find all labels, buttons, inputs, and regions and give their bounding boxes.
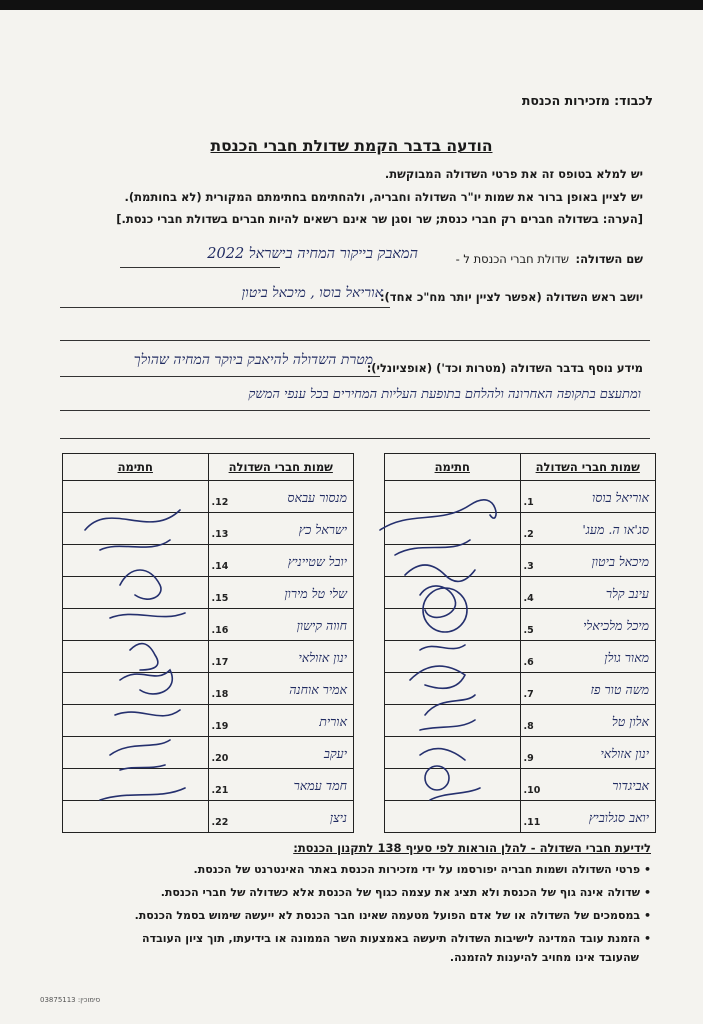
footer-bullet-1: • פרטי השדולה ושמות חבריה יפורסמו על ידי מזכירות הכנסת באתר האינטרנט של הכנסת.: [193, 863, 651, 876]
row-number: 14.: [211, 561, 229, 572]
member-name: ישראל כץ: [298, 522, 347, 537]
row-number: 16.: [211, 625, 229, 636]
member-name: מאור גולן: [604, 650, 649, 665]
row-number: 3.: [523, 561, 534, 572]
form-page: [0, 10, 703, 1024]
member-name: יואב סגלוביץ: [588, 810, 649, 825]
row-number: 20.: [211, 753, 229, 764]
row-number: 2.: [523, 529, 534, 540]
member-name: ינון אזולאי: [600, 746, 649, 761]
member-name: ניצן: [329, 810, 347, 825]
row-number: 8.: [523, 721, 534, 732]
instruction-note: [הערה: בשדולה חברים רק חברי כנסת; שר וסגן שר אינם רשאים להיות חברים בשדולת חברי כנסת.]: [116, 212, 643, 226]
top-black-strip: [0, 0, 703, 10]
row-number: 6.: [523, 657, 534, 668]
additional-info-label: מידע נוסף בדבר השדולה (מטרות וכד') (אופציונלי):: [366, 361, 643, 375]
footer-bullet-text: שדולה אינה גוף של הכנסת ולא תציג את עצמה כגוף של הכנסת אלא כשדולה של חברי הכנסת.: [160, 886, 641, 899]
additional-info-value-1: מטרת השדולה להיאבק ביוקר המחיה שהולך: [133, 352, 373, 368]
row-number: 4.: [523, 593, 534, 604]
chair-label: יושב ראש השדולה (אפשר לציין יותר מח"כ אחד):: [379, 290, 643, 304]
row-number: 9.: [523, 753, 534, 764]
instruction-line-2: יש לציין באופן ברור את שמות יו"ר השדולה וחבריה, ולהחתימם בחתימתם המקורית (לא בחותמת).: [124, 190, 643, 204]
member-name: מיכל מלכיאלי: [583, 618, 649, 633]
member-name: מנסור עבאס: [287, 490, 347, 505]
addressee: לכבוד: מזכירות הכנסת: [521, 93, 653, 108]
footer-bullet-4-continuation: שהעובד אינו מחויב להיענות להזמנה.: [449, 951, 639, 964]
instruction-line-1: יש למלא בטופס זה את פרטי השדולה המבוקשת.: [384, 167, 643, 181]
footer-bullet-text: פרטי השדולה ושמות חבריה יפורסמו על ידי מזכירות הכנסת באתר האינטרנט של הכנסת.: [193, 863, 641, 876]
member-name: משה טור פז: [590, 682, 649, 697]
chair-value: אוריאל בוסו , מיכאל ביטון: [241, 285, 383, 301]
member-name: חווה קישון: [296, 618, 347, 633]
row-number: 18.: [211, 689, 229, 700]
column-header-signature: חתימה: [63, 454, 209, 481]
row-number: 7.: [523, 689, 534, 700]
lobby-name-prefix: שדולת חברי הכנסת ל -: [455, 252, 569, 266]
member-name: חמד עמאר: [293, 778, 347, 793]
row-number: 21.: [211, 785, 229, 796]
lobby-name-label: שם השדולה:: [575, 252, 643, 266]
member-name: יעקב: [323, 746, 347, 761]
row-number: 1.: [523, 497, 534, 508]
page-title: הודעה בדבר הקמת שדולת חברי הכנסת: [210, 137, 493, 155]
row-number: 13.: [211, 529, 229, 540]
row-number: 17.: [211, 657, 229, 668]
row-number: 10.: [523, 785, 541, 796]
row-number: 19.: [211, 721, 229, 732]
member-name: אורית: [319, 714, 347, 729]
footer-bullet-2: • שדולה אינה גוף של הכנסת ולא תציג את עצמה כגוף של הכנסת אלא כשדולה של חברי הכנסת.: [160, 886, 651, 899]
column-header-names: שמות חברי השדולה: [208, 454, 354, 481]
member-name: עינב קלר: [605, 586, 649, 601]
member-name: ינון אזולאי: [298, 650, 347, 665]
member-name: אלון טל: [611, 714, 649, 729]
row-number: 12.: [211, 497, 229, 508]
footer-bullet-text: הזמנת עובד המדינה לישיבות השדולה תיעשה באמצעות השר הממונה או בידיעתו, תוך ציון העובדה: [142, 932, 641, 945]
footer-heading: לידיעת חברי השדולה - להלן הוראות לפי סעיף 138 לתקנון הכנסת:: [293, 841, 651, 855]
member-name: שלי טל מירון: [284, 586, 347, 601]
member-name: אביגדור: [612, 778, 649, 793]
row-number: 22.: [211, 817, 229, 828]
row-number: 15.: [211, 593, 229, 604]
member-name: אוריאל בוסו: [592, 490, 649, 505]
footer-bullet-4: • הזמנת עובד המדינה לישיבות השדולה תיעשה באמצעות השר הממונה או בידיעתו, תוך ציון העובדה: [142, 932, 651, 945]
row-number: 5.: [523, 625, 534, 636]
column-header-names: שמות חברי השדולה: [520, 454, 656, 481]
catalog-number: סימוכין: 03875113: [40, 996, 101, 1004]
additional-info-value-2: ומתעצם בתקופה האחרונה ולהלחם בתופעת העליות המחירים בכל ענפי המשק: [248, 387, 641, 402]
row-number: 11.: [523, 817, 541, 828]
column-header-signature: חתימה: [385, 454, 521, 481]
member-name: אמיר אוחנה: [289, 682, 347, 697]
member-name: סג'או ה. מעג': [582, 522, 649, 537]
footer-bullet-text: במסמכים של השדולה או של אדם הפועל מטעמה שאינו חבר הכנסת לא ייעשה שימוש בסמל הכנסת.: [134, 909, 641, 922]
member-name: מיכאל ביטון: [591, 554, 649, 569]
lobby-name-value: המאבק בייקור המחיה בישראל 2022: [207, 246, 418, 262]
footer-bullet-3: • במסמכים של השדולה או של אדם הפועל מטעמה שאינו חבר הכנסת לא ייעשה שימוש בסמל הכנסת.: [134, 909, 651, 922]
member-name: יובל שטייניץ: [287, 554, 347, 569]
